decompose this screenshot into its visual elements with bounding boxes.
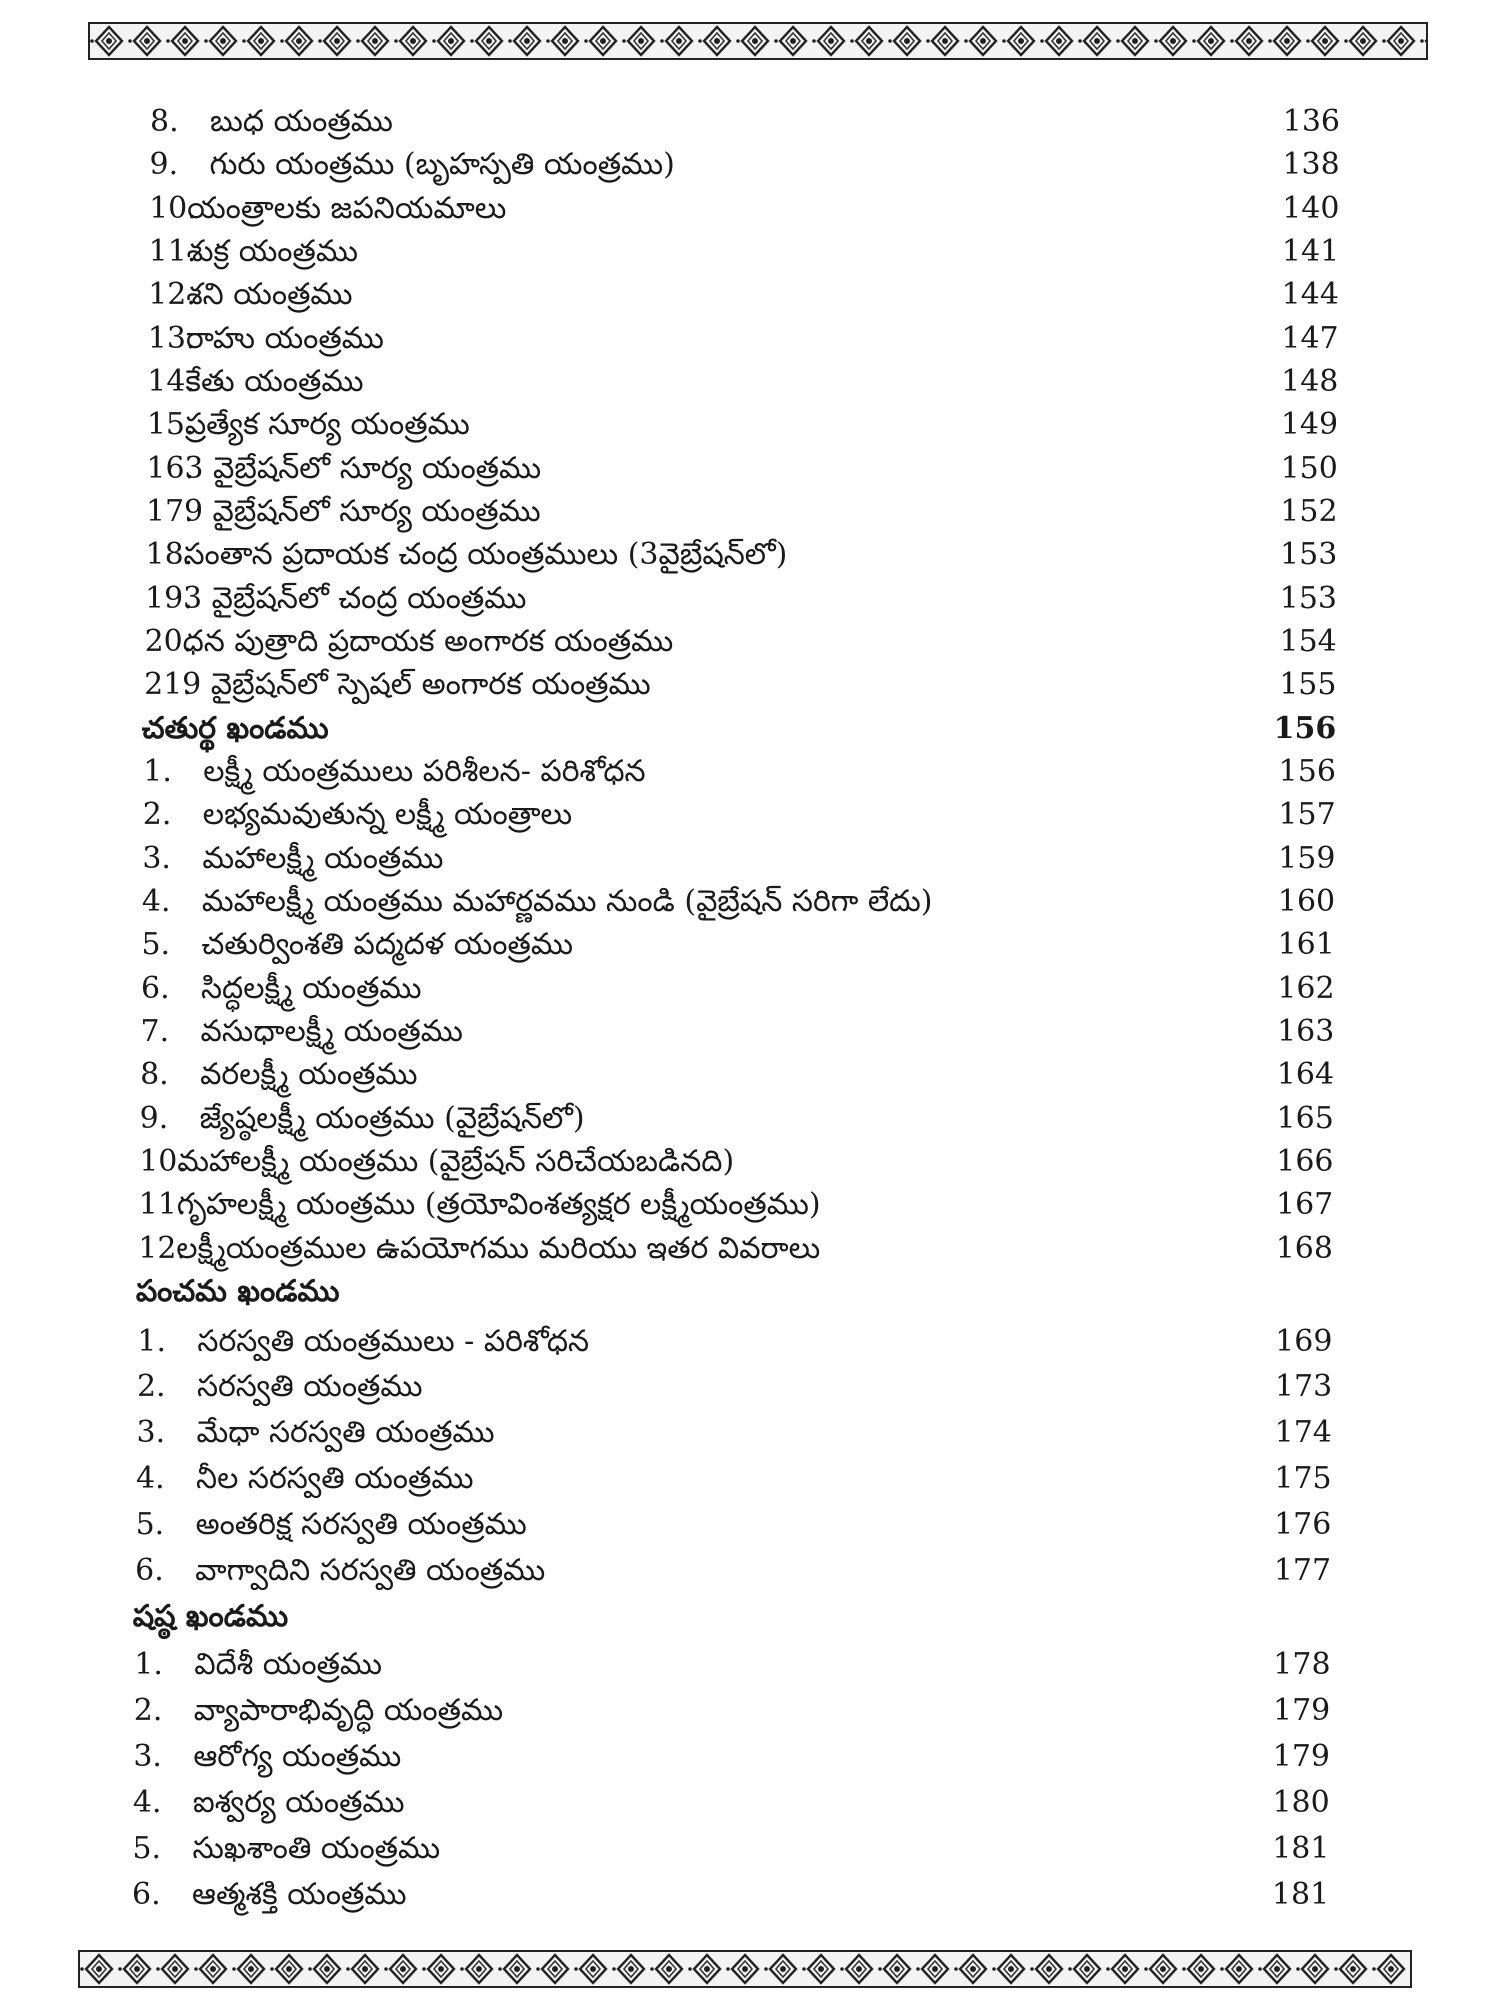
page-number: 157	[1278, 797, 1336, 832]
toc-entry	[0, 447, 1500, 490]
entry-title: జ్యేష్ఠలక్ష్మీ యంత్రము (వైబ్రేషన్‌లో)	[199, 1101, 585, 1136]
toc-entry	[0, 1735, 1500, 1778]
page-number: 175	[1274, 1461, 1332, 1496]
entry-title: బుధ యంత్రము	[210, 104, 393, 139]
page-number: 153	[1280, 537, 1338, 572]
toc-entry	[0, 793, 1500, 836]
toc-entry	[0, 533, 1500, 576]
entry-title: ఆరోగ్య యంత్రము	[193, 1739, 402, 1774]
page-number: 179	[1272, 1739, 1330, 1774]
entry-number: 11.	[148, 234, 197, 269]
entry-number: 1.	[134, 1647, 163, 1682]
entry-title: వసుధాలక్ష్మీ యంత్రము	[200, 1014, 463, 1049]
entry-number: 7.	[140, 1014, 170, 1049]
toc-entry	[0, 317, 1500, 360]
toc-entry	[0, 577, 1500, 620]
entry-title: 9 వైబ్రేషన్‌లో స్పెషల్ అంగారక యంత్రము	[182, 667, 651, 702]
entry-title: మహాలక్ష్మీ యంత్రము మహార్ణవము నుండి (వైబ్రేషన్ సరిగా లేదు)	[201, 884, 933, 919]
section-heading-title: పంచమ ఖండము	[135, 1274, 340, 1309]
toc-entry	[0, 1140, 1500, 1183]
toc-entry	[0, 837, 1500, 880]
entry-number: 12.	[138, 1231, 187, 1266]
toc-entry	[0, 1365, 1500, 1408]
entry-number: 14.	[147, 364, 196, 399]
entry-number: 5.	[141, 927, 171, 962]
page-number: 179	[1273, 1693, 1331, 1728]
entry-number: 6.	[135, 1553, 164, 1588]
entry-title: మేధా సరస్వతి యంత్రము	[196, 1415, 495, 1450]
page-number: 168	[1275, 1231, 1333, 1266]
toc-entry	[0, 1827, 1500, 1870]
entry-title: శుక్ర యంత్రము	[186, 234, 358, 269]
page-number: 176	[1274, 1507, 1332, 1542]
entry-number: 4.	[136, 1461, 165, 1496]
page-number: 167	[1275, 1187, 1334, 1222]
toc-entry	[0, 230, 1500, 273]
entry-title: కేతు యంత్రము	[185, 364, 364, 399]
toc-entry	[0, 1097, 1500, 1140]
entry-title: చతుర్వింశతి పద్మదళ యంత్రము	[201, 927, 573, 962]
page-number: 161	[1277, 927, 1335, 962]
entry-title: గృహలక్ష్మీ యంత్రము (త్రయోవింశత్యక్షర లక్ష్మీయంత్రము)	[176, 1187, 821, 1222]
entry-number: 6.	[141, 971, 170, 1006]
entry-number: 15.	[146, 407, 195, 442]
entry-number: 2.	[133, 1693, 163, 1728]
toc-entry	[0, 1183, 1500, 1226]
entry-title: లభ్యమవుతున్న లక్ష్మీ యంత్రాలు	[202, 797, 573, 832]
toc-entry	[0, 620, 1500, 663]
page-number: 164	[1276, 1057, 1335, 1092]
entry-number: 21.	[144, 667, 192, 702]
entry-title: సుఖశాంతి యంత్రము	[192, 1831, 441, 1866]
page-number: 159	[1278, 841, 1336, 876]
toc-entry	[0, 1549, 1500, 1592]
entry-number: 12.	[148, 277, 196, 312]
ornament-pattern-icon	[90, 24, 1426, 58]
entry-number: 2.	[136, 1369, 166, 1404]
entry-number: 16.	[146, 451, 195, 486]
toc-entry	[0, 1320, 1500, 1363]
entry-title: మహాలక్ష్మీ యంత్రము	[202, 841, 444, 876]
entry-title: ధన పుత్రాది ప్రదాయక అంగారక యంత్రము	[182, 624, 674, 659]
entry-title: శని యంత్రము	[186, 277, 353, 312]
decorative-border-top	[88, 22, 1428, 60]
page-number: 136	[1282, 104, 1340, 139]
page-number: 169	[1275, 1324, 1333, 1359]
entry-title: వాగ్వాదిని సరస్వతి యంత్రము	[195, 1553, 546, 1588]
toc-entry	[0, 1873, 1500, 1916]
entry-number: 1.	[137, 1324, 167, 1359]
toc-entry	[0, 1689, 1500, 1732]
entry-number: 3.	[133, 1739, 162, 1774]
entry-title: సరస్వతి యంత్రము	[196, 1369, 423, 1404]
toc-entry	[0, 1227, 1500, 1270]
entry-title: మహాలక్ష్మీ యంత్రము (వైబ్రేషన్ సరిచేయబడినది)	[177, 1144, 735, 1179]
entry-number: 4.	[141, 884, 171, 919]
toc-entry	[0, 187, 1500, 230]
toc-entry	[0, 1053, 1500, 1096]
entry-title: సంతాన ప్రదాయక చంద్ర యంత్రములు (3వైబ్రేషన్‌లో)	[183, 537, 788, 572]
toc-entry	[0, 100, 1500, 143]
toc-entry	[0, 273, 1500, 316]
page-number: 174	[1274, 1415, 1332, 1450]
page-number: 156	[1273, 711, 1337, 746]
entry-title: వరలక్ష్మీ యంత్రము	[200, 1057, 418, 1092]
entry-title: యంత్రాలకు జపనియమాలు	[187, 191, 507, 226]
page-number: 166	[1276, 1144, 1334, 1179]
entry-number: 9.	[149, 147, 179, 182]
page-number: 148	[1281, 364, 1339, 399]
page-number: 138	[1282, 147, 1340, 182]
page-number: 149	[1280, 407, 1339, 442]
page-number: 147	[1281, 321, 1339, 356]
entry-number: 3.	[136, 1415, 166, 1450]
entry-title: 3 వైబ్రేషన్‌లో చంద్ర యంత్రము	[183, 581, 527, 616]
entry-number: 9.	[139, 1101, 169, 1136]
entry-title: సిద్ధలక్ష్మీ యంత్రము	[201, 971, 422, 1006]
section-heading-title: షష్ఠ ఖండము	[132, 1599, 289, 1634]
entry-number: 13.	[147, 321, 196, 356]
entry-number: 3.	[142, 841, 171, 876]
page-number: 152	[1280, 494, 1338, 529]
toc-entry	[0, 1781, 1500, 1824]
section-heading-title: చతుర్థ ఖండము	[141, 711, 329, 746]
toc-entry	[0, 1457, 1500, 1500]
entry-number: 2.	[142, 797, 172, 832]
entry-title: విదేశీ యంత్రము	[194, 1647, 383, 1682]
page-number: 141	[1281, 234, 1340, 269]
toc-entry	[0, 360, 1500, 403]
section-heading	[0, 707, 1500, 750]
entry-number: 17.	[145, 494, 194, 529]
entry-title: ఆత్మశక్తి యంత్రము	[192, 1877, 407, 1912]
entry-title: నీల సరస్వతి యంత్రము	[196, 1461, 474, 1496]
section-heading	[0, 1270, 1500, 1313]
entry-number: 6.	[132, 1877, 161, 1912]
page-number: 155	[1279, 667, 1337, 702]
page-number: 162	[1277, 971, 1335, 1006]
ornament-pattern-icon	[80, 1952, 1410, 1986]
entry-title: 3 వైబ్రేషన్‌లో సూర్య యంత్రము	[184, 451, 542, 486]
entry-number: 19.	[145, 581, 193, 616]
entry-number: 18.	[145, 537, 194, 572]
entry-title: 9 వైబ్రేషన్‌లో సూర్య యంత్రము	[183, 494, 541, 529]
entry-title: ప్రత్యేక సూర్య యంత్రము	[184, 407, 470, 442]
page-number: 178	[1273, 1647, 1331, 1682]
page-number: 173	[1274, 1369, 1333, 1404]
entry-number: 10.	[149, 191, 197, 226]
entry-title: లక్ష్మీ యంత్రములు పరిశీలన- పరిశోధన	[203, 754, 646, 789]
toc-entry	[0, 1503, 1500, 1546]
toc-entry	[0, 663, 1500, 706]
page-number: 140	[1282, 191, 1340, 226]
toc-entry	[0, 1411, 1500, 1454]
entry-title: వ్యాపారాభివృద్ధి యంత్రము	[193, 1693, 504, 1728]
entry-number: 11.	[138, 1187, 187, 1222]
entry-title: అంతరిక్ష సరస్వతి యంత్రము	[195, 1507, 527, 1542]
entry-title: లక్ష్మీయంత్రముల ఉపయోగము మరియు ఇతర వివరాలు	[176, 1231, 821, 1266]
decorative-border-bottom	[78, 1950, 1412, 1988]
page-number: 181	[1271, 1877, 1330, 1912]
page-number: 181	[1272, 1831, 1330, 1866]
toc-entry	[0, 750, 1500, 793]
page-number: 154	[1279, 624, 1337, 659]
page-number: 144	[1281, 277, 1339, 312]
toc-entry	[0, 880, 1500, 923]
toc-entry	[0, 1010, 1500, 1053]
page-number: 165	[1276, 1101, 1334, 1136]
page-number: 160	[1277, 884, 1336, 919]
entry-number: 8.	[140, 1057, 169, 1092]
toc-entry	[0, 967, 1500, 1010]
page-number: 156	[1278, 754, 1336, 789]
toc-entry	[0, 143, 1500, 186]
page-number: 153	[1279, 581, 1338, 616]
entry-number: 8.	[150, 104, 179, 139]
page-number: 150	[1280, 451, 1338, 486]
page-number: 180	[1272, 1785, 1330, 1820]
toc-entry	[0, 923, 1500, 966]
entry-number: 20.	[144, 624, 193, 659]
entry-title: సరస్వతి యంత్రములు - పరిశోధన	[197, 1324, 590, 1359]
page-number: 177	[1273, 1553, 1332, 1588]
toc-entry	[0, 403, 1500, 446]
page-number: 163	[1277, 1014, 1335, 1049]
entry-title: ఐశ్వర్య యంత్రము	[192, 1785, 405, 1820]
toc-entry	[0, 490, 1500, 533]
entry-number: 5.	[135, 1507, 165, 1542]
entry-number: 4.	[132, 1785, 162, 1820]
entry-number: 1.	[143, 754, 172, 789]
entry-title: గురు యంత్రము (బృహస్పతి యంత్రము)	[209, 147, 675, 182]
entry-number: 10.	[139, 1144, 187, 1179]
entry-number: 5.	[132, 1831, 162, 1866]
toc-entry	[0, 1643, 1500, 1686]
section-heading	[0, 1595, 1500, 1638]
entry-title: రాహు యంత్రము	[185, 321, 384, 356]
